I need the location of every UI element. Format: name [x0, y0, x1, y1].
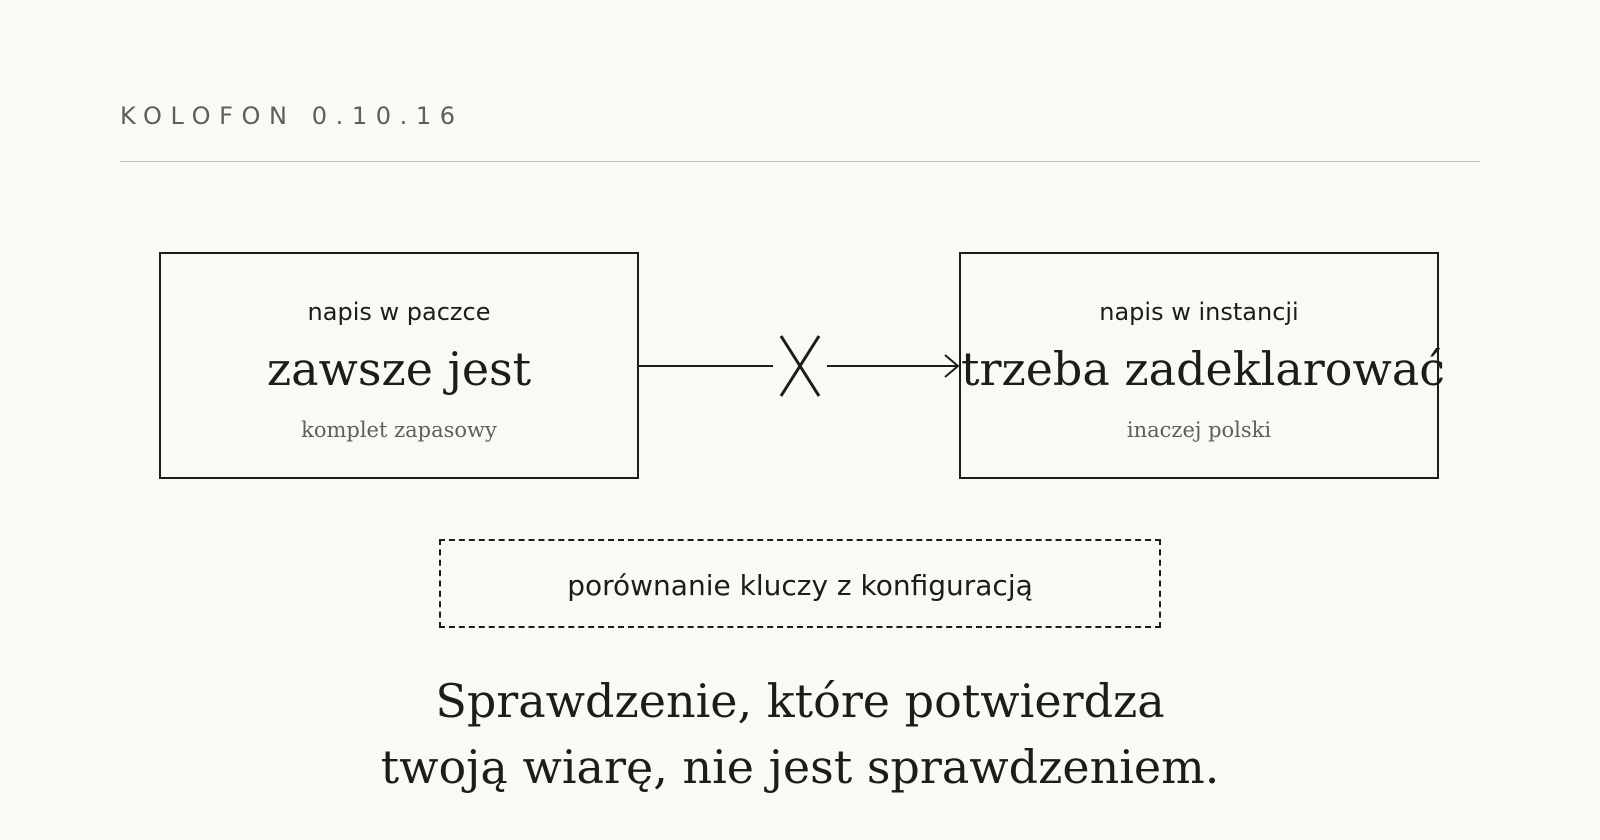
package-box-label: napis w paczce: [307, 298, 491, 326]
package-box-sub: komplet zapasowy: [301, 418, 497, 442]
comparison-box: [439, 539, 1161, 628]
page-header: KOLOFON 0.10.16: [120, 102, 464, 130]
cross-mark-icon: [781, 336, 819, 396]
package-box-main: zawsze jest: [266, 342, 532, 396]
arrowhead-icon: [945, 355, 958, 377]
quote-line-2: twoją wiarę, nie jest sprawdzeniem.: [380, 740, 1220, 794]
instance-box-main: trzeba zadeklarować: [961, 342, 1446, 396]
header-divider: [120, 161, 1480, 162]
closing-quote: [0, 668, 1600, 800]
instance-box-sub: inaczej polski: [1126, 418, 1272, 442]
quote-line-1: Sprawdzenie, które potwierdza: [435, 674, 1165, 728]
comparison-label: porównanie kluczy z konfiguracją: [567, 569, 1033, 602]
instance-string-box: [959, 252, 1446, 479]
instance-box-label: napis w instancji: [1099, 298, 1299, 326]
package-string-box: [159, 252, 639, 479]
